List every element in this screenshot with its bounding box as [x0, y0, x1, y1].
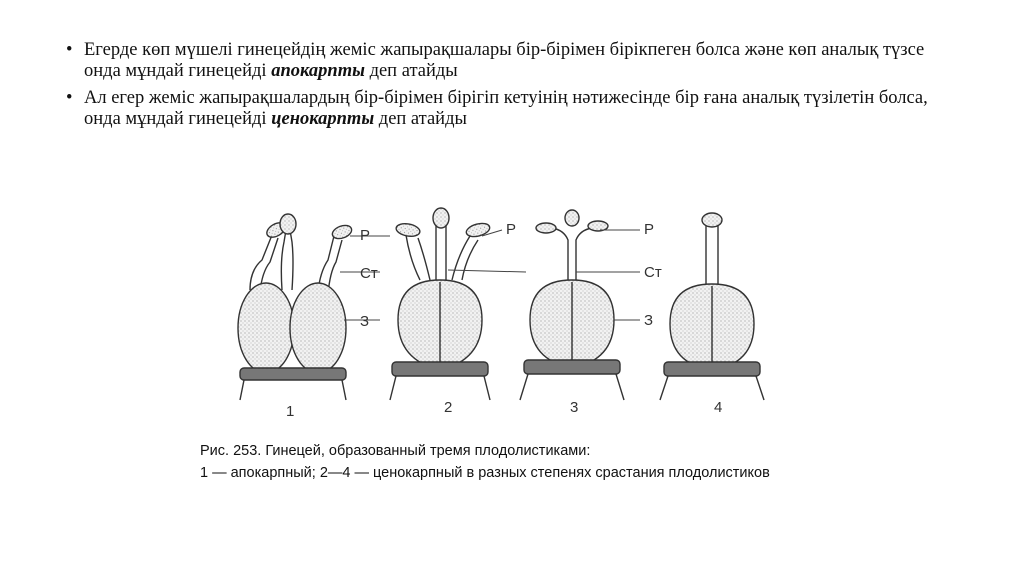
gynoecium-2-drawing: [390, 208, 491, 400]
bullet-text-post: деп атайды: [374, 109, 467, 129]
figure-number-2: 2: [444, 399, 453, 416]
gynoecium-4-drawing: [660, 213, 764, 400]
bullet-item: [62, 40, 962, 82]
label-style-1: Ст: [360, 265, 378, 282]
bullet-text-post: деп атайды: [364, 61, 458, 81]
figure-number-4: 4: [714, 399, 723, 416]
label-ovary-2: З: [644, 312, 654, 329]
label-style-2: Ст: [644, 264, 662, 281]
figure-caption: [200, 440, 770, 484]
caption-line-2: 1 — апокарпный; 2—4 — ценокарпный в разных степенях срастания плодолистиков: [200, 465, 770, 481]
bullet-text-pre: Ал егер жеміс жапырақшалардың бір-бірімен бірігіп кетуінің нәтижесінде бір ғана аналық түзілетін болса, онда мұндай гинецейді: [84, 88, 928, 129]
gynoecium-1-drawing: [238, 214, 353, 400]
label-ovary-1: З: [360, 313, 370, 330]
label-stigma-2: Р: [506, 221, 517, 238]
bullet-dot-icon: •: [66, 88, 73, 108]
bullet-list: [62, 40, 962, 136]
caption-line-1: Рис. 253. Гинецей, образованный тремя плодолистиками:: [200, 443, 591, 459]
bullet-term: апокарпты: [271, 61, 365, 81]
bullet-item: [62, 88, 962, 130]
gynoecium-3-drawing: [520, 210, 624, 400]
bullet-dot-icon: •: [66, 40, 73, 60]
label-stigma-3: Р: [644, 221, 655, 238]
bullet-text-pre: Егерде көп мүшелі гинецейдің жеміс жапырақшалары бір-бірімен бірікпеген болса және көп аналық түзсе онда мұндай гинецейді: [84, 40, 925, 81]
bullet-term: ценокарпты: [271, 109, 375, 129]
figure-number-3: 3: [570, 399, 579, 416]
figure-number-1: 1: [286, 403, 295, 420]
label-stigma-1: Р: [360, 227, 371, 244]
gynoecium-figure: [220, 200, 780, 425]
